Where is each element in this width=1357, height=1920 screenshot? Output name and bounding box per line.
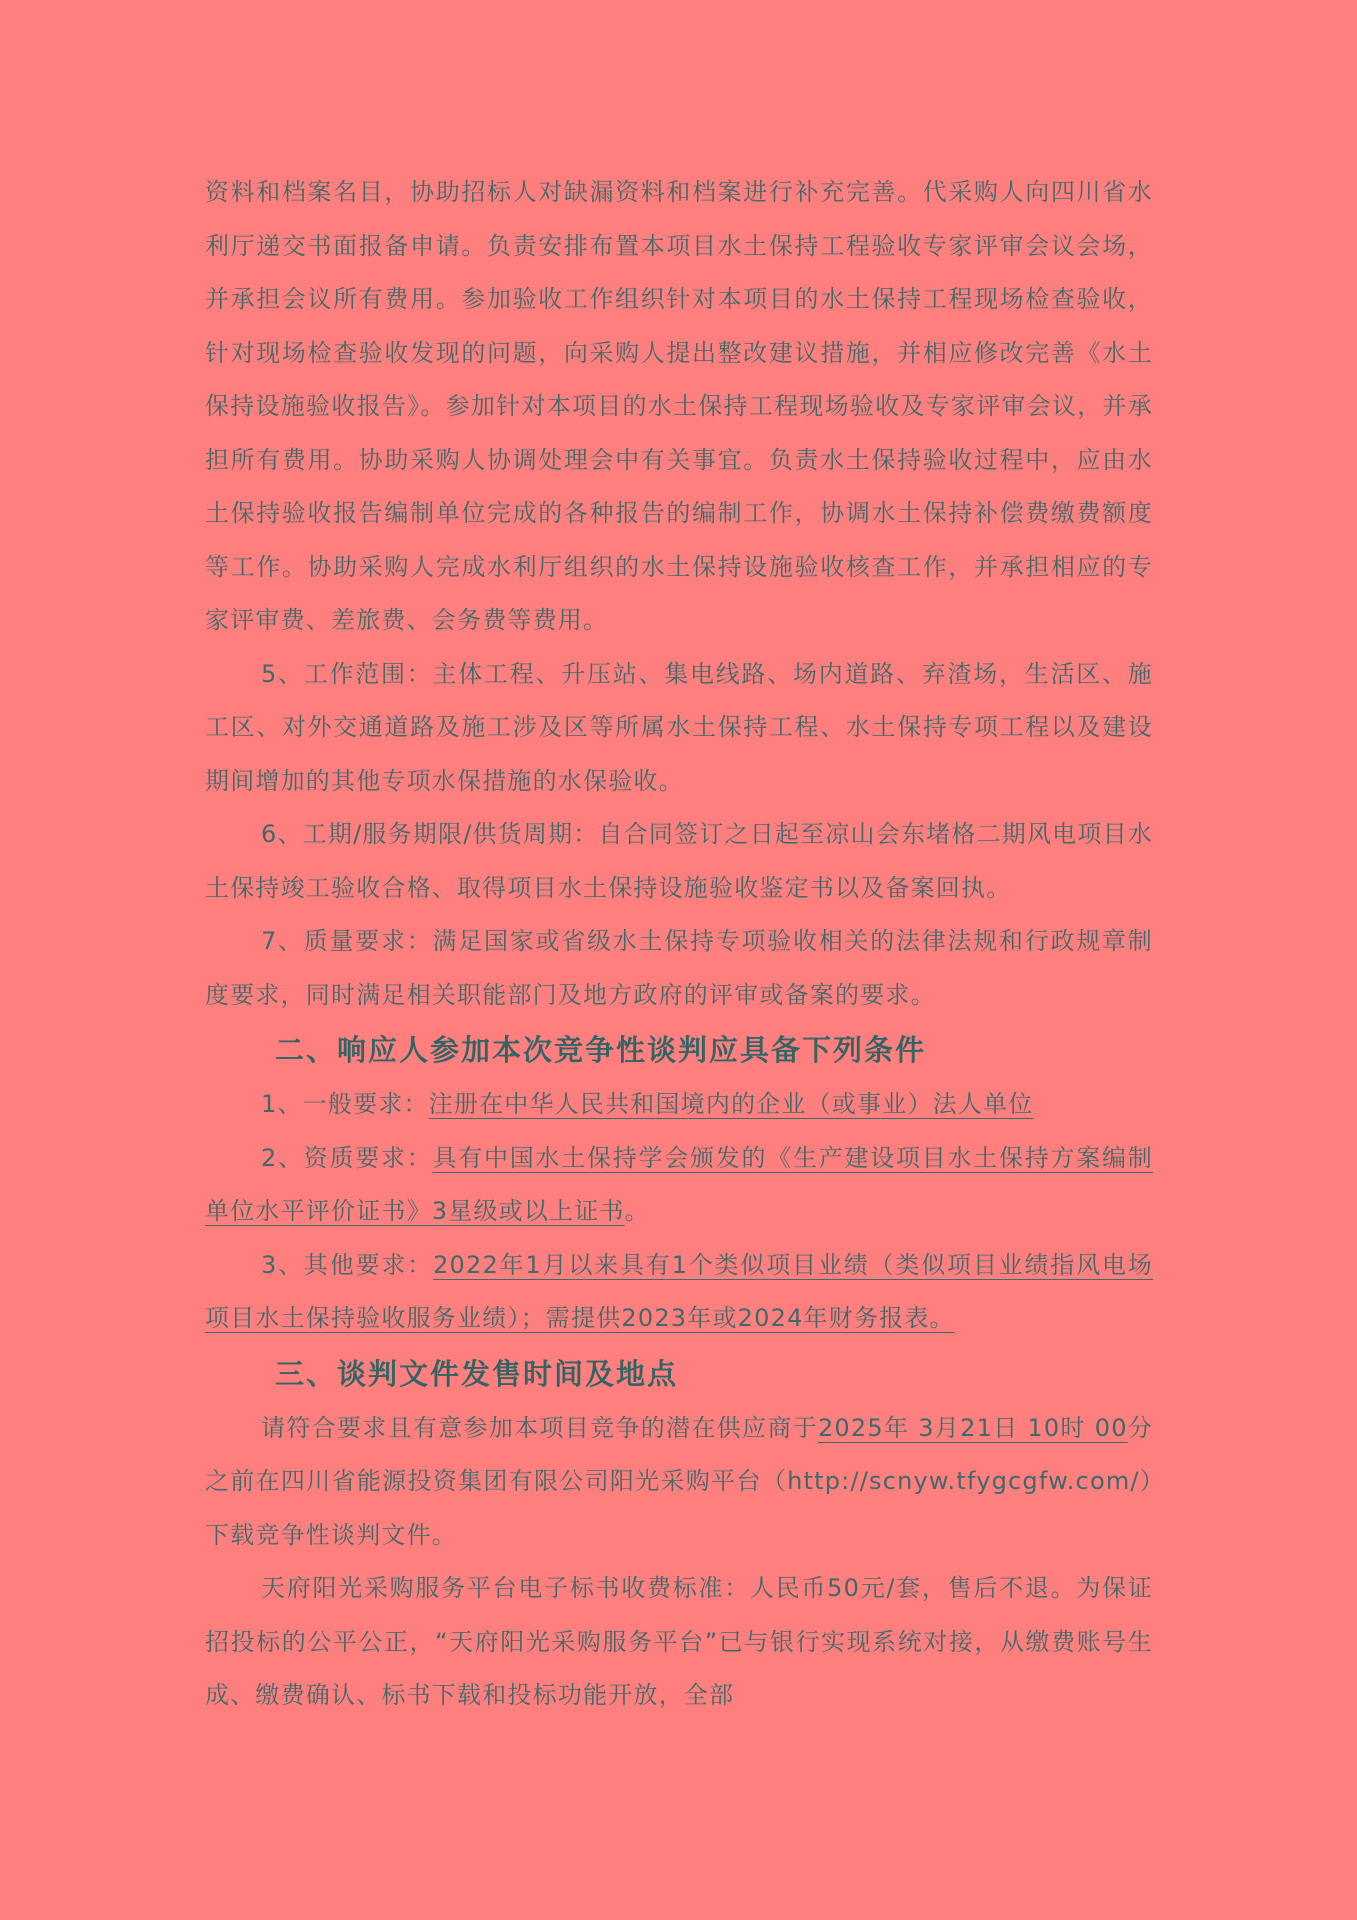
- scope-paragraph-continued: 资料和档案名目，协助招标人对缺漏资料和档案进行补充完善。代采购人向四川省水利厅递交书面报备申请。负责安排布置本项目水土保持工程验收专家评审会议会场，并承担会议所有费用。参加验收工作组织针对本项目的水土保持工程现场检查验收，针对现场检查验收发现的问题，向采购人提出整改建议措施，并相应修改完善《水土保持设施验收报告》。参加针对本项目的水土保持工程现场验收及专家评审会议，并承担所有费用。协助采购人协调处理会中有关事宜。负责水土保持验收过程中，应由水土保持验收报告编制单位完成的各种报告的编制工作，协调水土保持补偿费缴费额度等工作。协助采购人完成水利厅组织的水土保持设施验收核查工作，并承担相应的专家评审费、差旅费、会务费等费用。: [205, 178, 1153, 634]
- work-scope-paragraph: 5、工作范围：主体工程、升压站、集电线路、场内道路、弃渣场，生活区、施工区、对外交通道路及施工涉及区等所属水土保持工程、水土保持专项工程以及建设期间增加的其他专项水保措施的水保验收。: [205, 659, 1153, 795]
- service-period-paragraph: 6、工期/服务期限/供货周期：自合同签订之日起至凉山会东堵格二期风电项目水土保持竣工验收合格、取得项目水土保持设施验收鉴定书以及备案回执。: [205, 820, 1153, 902]
- section-2-heading: 二、响应人参加本次竞争性谈判应具备下列条件: [275, 1033, 927, 1067]
- download-instruction-paragraph: [205, 1402, 1153, 1563]
- general-requirement: [205, 1078, 1153, 1132]
- other-requirement-value: 2022年1月以来具有1个类似项目业绩（类似项目业绩指风电场项目水土保持验收服务业绩）；需提供2023年或2024年财务报表。: [205, 1250, 1153, 1332]
- other-requirement: [205, 1239, 1153, 1346]
- qualification-requirement: [205, 1132, 1153, 1239]
- qualification-requirement-label: 2、资质要求：: [261, 1143, 433, 1172]
- deadline-date: 2025年 3月21日 10时 00: [817, 1413, 1128, 1442]
- document-page: [205, 166, 1153, 1723]
- download-instruction-pre: 请符合要求且有意参加本项目竞争的潜在供应商于: [261, 1413, 818, 1442]
- general-requirement-value: 注册在中华人民共和国境内的企业（或事业）法人单位: [428, 1090, 1034, 1118]
- qualification-requirement-end: 。: [624, 1197, 650, 1225]
- general-requirement-label: 1、一般要求：: [261, 1090, 429, 1118]
- qualification-requirement-value: 具有中国水土保持学会颁发的《生产建设项目水土保持方案编制单位水平评价证书》3星级或以上证书: [205, 1143, 1153, 1225]
- quality-requirement-paragraph: 7、质量要求：满足国家或省级水土保持专项验收相关的法律法规和行政规章制度要求，同时满足相关职能部门及地方政府的评审或备案的要求。: [205, 927, 1153, 1009]
- download-instruction-post: 分之前在四川省能源投资集团有限公司阳光采购平台（http://scnyw.tfygcgfw.com/）下载竞争性谈判文件。: [205, 1413, 1154, 1549]
- section-3-heading: 三、谈判文件发售时间及地点: [275, 1356, 679, 1391]
- fee-standard-paragraph: 天府阳光采购服务平台电子标书收费标准：人民币50元/套，售后不退。为保证招投标的公平公正，“天府阳光采购服务平台”已与银行实现系统对接，从缴费账号生成、缴费确认、标书下载和投标功能开放，全部: [205, 1574, 1153, 1709]
- other-requirement-label: 3、其他要求：: [261, 1250, 434, 1279]
